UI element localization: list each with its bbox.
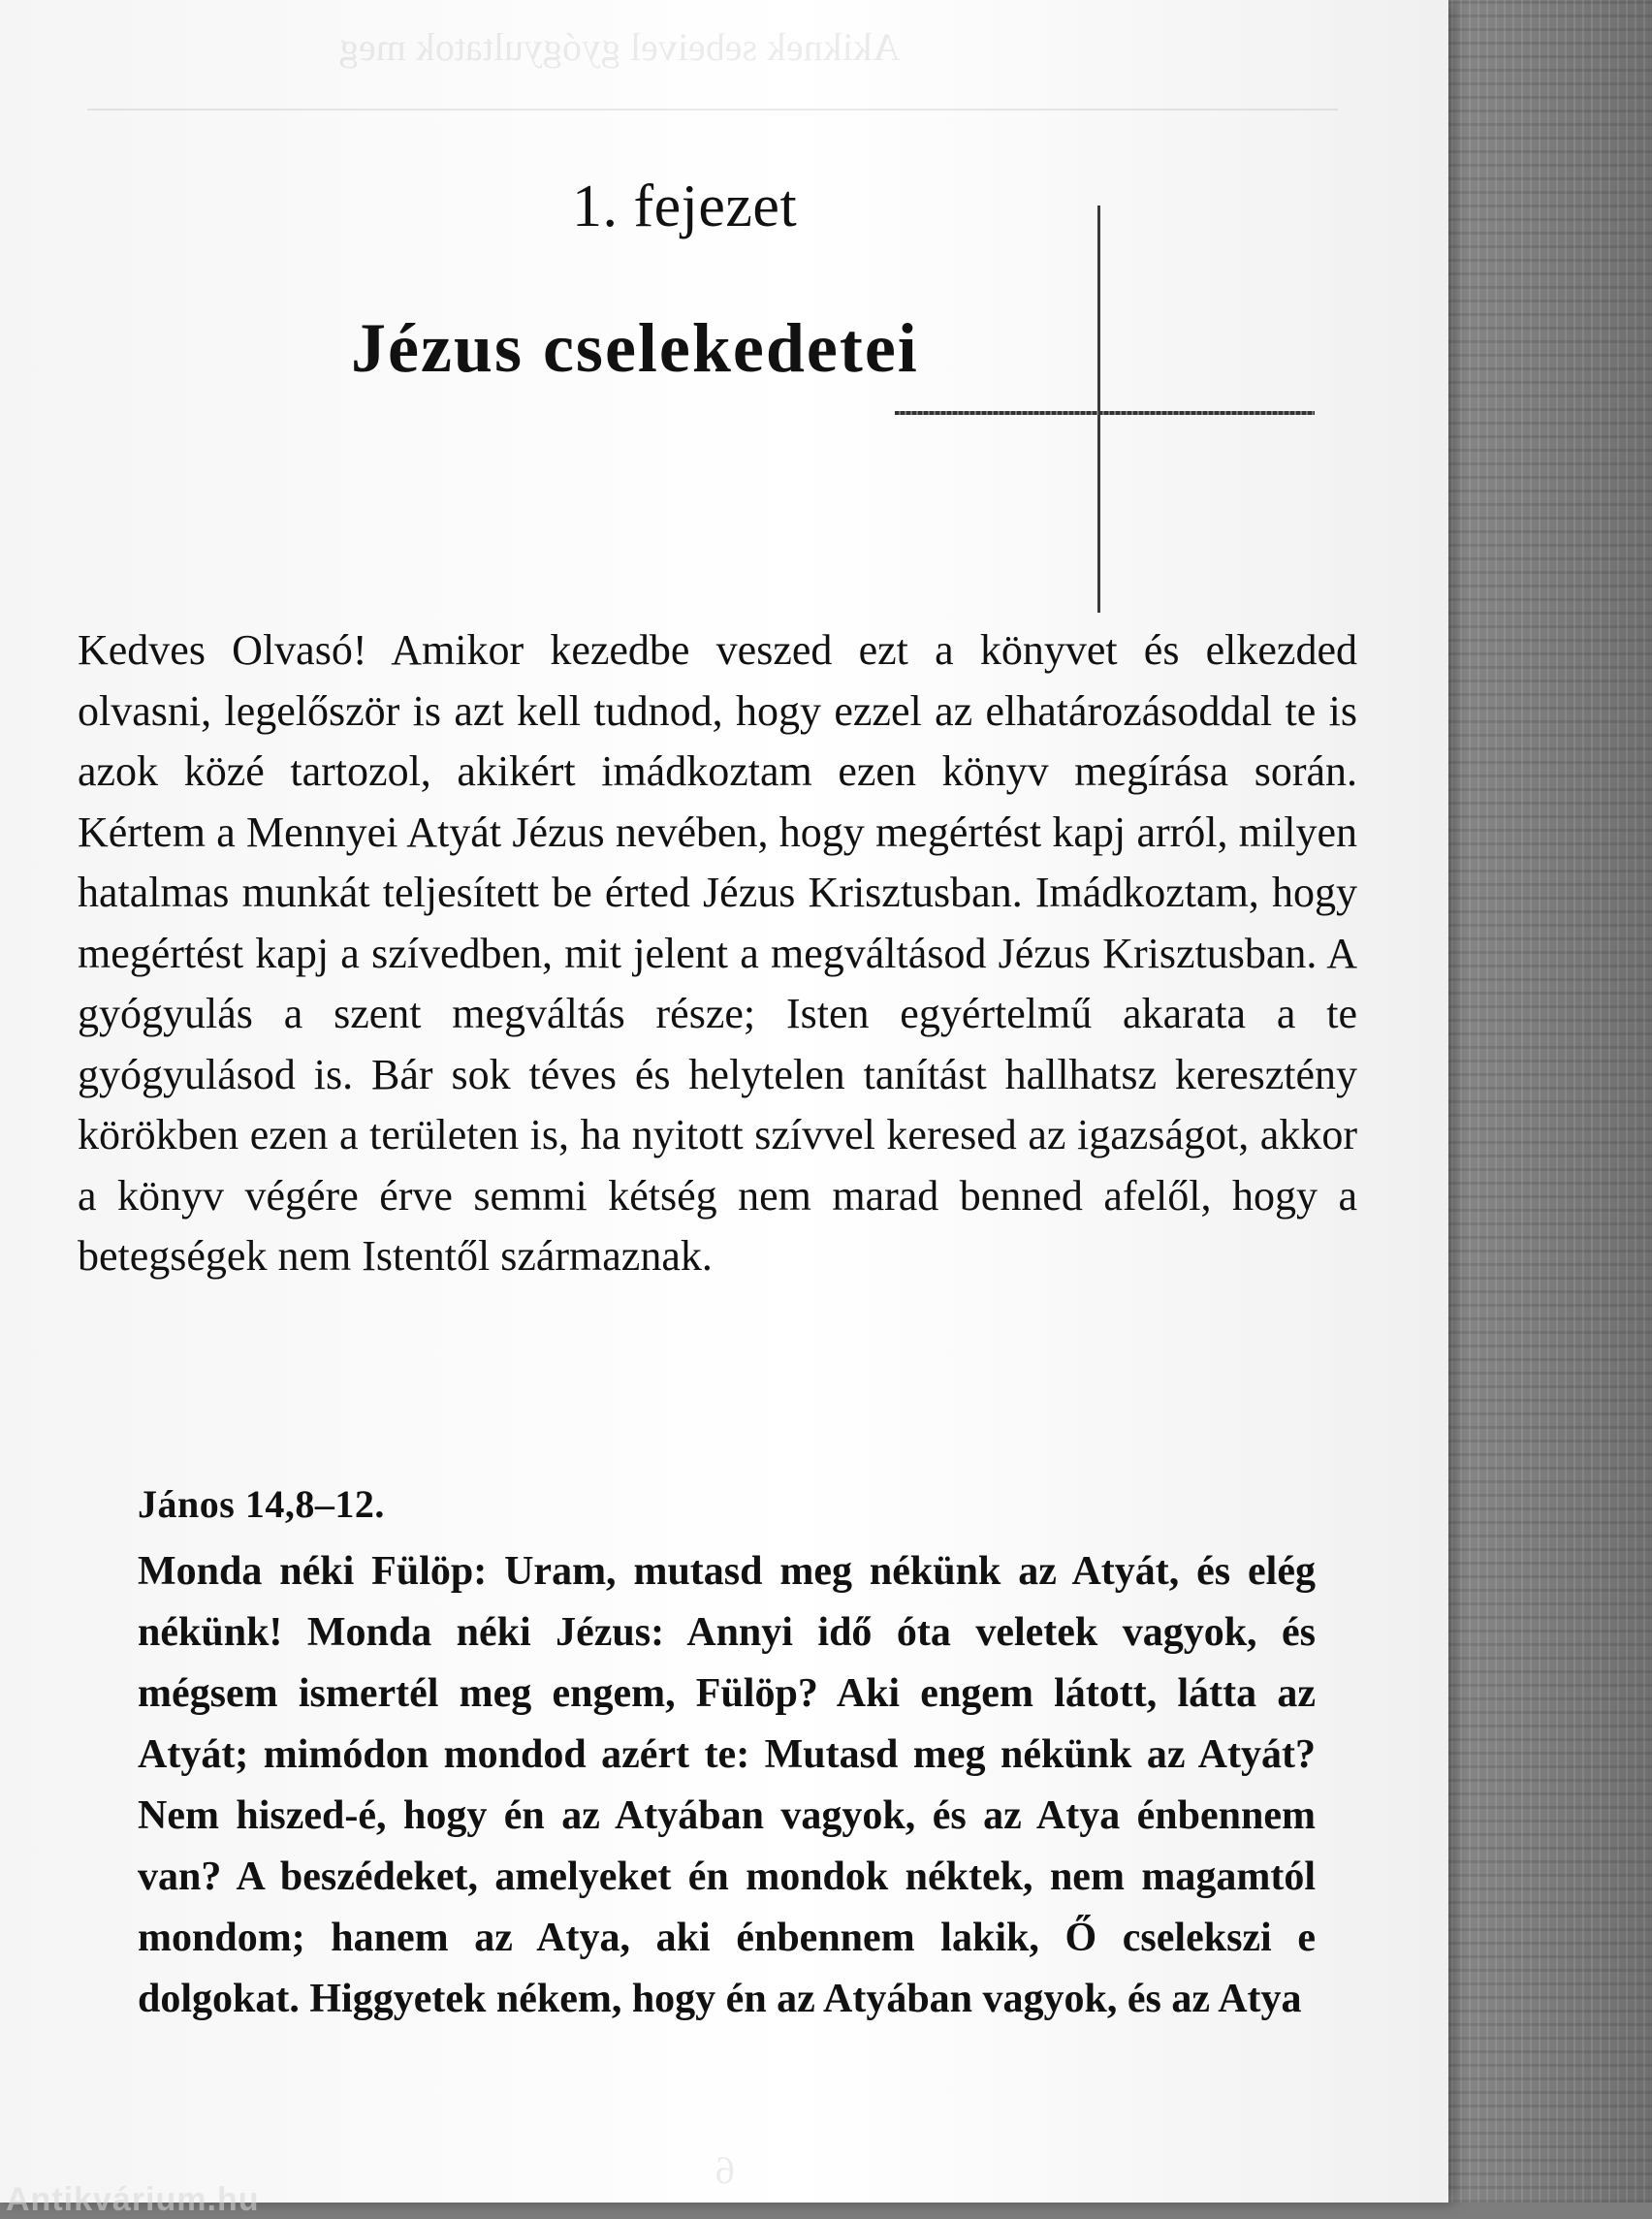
scripture-reference: János 14,8–12. xyxy=(138,1482,385,1526)
chapter-number: 1. fejezet xyxy=(572,174,798,239)
intro-paragraph xyxy=(78,620,1357,1287)
running-header: Akiknek sebeivel gyógyultatok meg xyxy=(339,25,901,69)
background-texture xyxy=(1425,0,1652,2203)
watermark: Antikvárium.hu xyxy=(6,2181,260,2218)
header-rule xyxy=(87,109,1338,111)
scripture-quote: Monda néki Fülöp: Uram, mutasd meg nékünk az Atyát, és elég nékünk! Monda néki Jézus: Annyi idő óta veletek vagyok, és mégsem ismertél meg engem, Fülöp? Aki engem látott, látta az Atyát; mimódon mondod azért te: Mutasd meg nékünk az Atyát? Nem hiszed-é, hogy én az Atyában vagyok, és az Atya énbennem van? A beszédeket, amelyeket én mondok néktek, nem magamtól mondom; hanem az Atya, aki énbennem lakik, Ő cselekszi e dolgokat. Higgyetek nékem, hogy én az Atyában vagyok, és az Atya xyxy=(138,1549,1316,2021)
page-number: 6 xyxy=(715,2148,735,2192)
cross-vertical-bar xyxy=(1097,206,1100,613)
intro-paragraph-text: Kedves Olvasó! Amikor kezedbe veszed ezt a könyvet és elkezded olvasni, legelőször is azt kell tudnod, hogy ezzel az elhatározásoddal te is azok közé tartozol, akikért imádkoztam ezen könyv megírása során. Kértem a Mennyei Atyát Jézus nevében, hogy megértést kapj arról, milyen hatalmas munkát teljesített be érted Jézus Krisztusban. Imádkoztam, hogy megértést kapj a szívedben, mit jelent a megváltásod Jézus Krisztusban. A gyógyulás a szent megváltás része; Isten egyértelmű akarata a te gyógyulásod is. Bár sok téves és helytelen tanítást hallhatsz keresztény körökben ezen a területen is, ha nyitott szívvel keresed az igazságot, akkor a könyv végére érve semmi kétség nem marad benned afelől, hogy a betegségek nem Istentől származnak. xyxy=(78,626,1357,1280)
chapter-title: Jézus cselekedetei xyxy=(351,309,919,387)
cross-horizontal-bar xyxy=(895,411,1315,415)
